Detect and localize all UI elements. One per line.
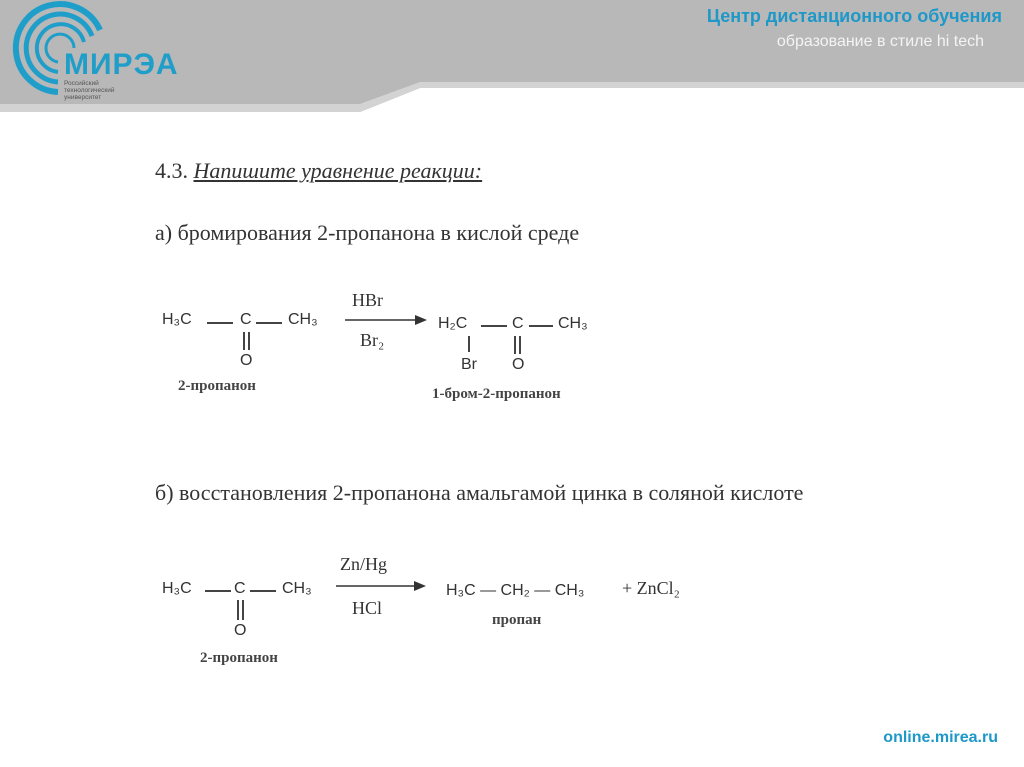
double-bond xyxy=(243,332,245,350)
reagent-b-above: Zn/Hg xyxy=(340,554,387,574)
task-title: Напишите уравнение реакции: xyxy=(193,158,483,183)
reactant-a-name: 2-пропанон xyxy=(178,378,256,394)
reagent-b-below: HCl xyxy=(352,598,383,618)
bond-line xyxy=(468,336,470,352)
footer-url[interactable]: online.mirea.ru xyxy=(883,729,998,746)
reactant-b-oxygen: O xyxy=(234,622,247,639)
product-b: H₃C — CH₂ — CH₃ xyxy=(446,582,585,599)
product-b-name: пропан xyxy=(492,612,542,628)
task-heading xyxy=(155,158,482,184)
double-bond xyxy=(248,332,250,350)
reagent-a-above: HBr xyxy=(352,290,383,310)
reactant-a-left: H₃C xyxy=(162,311,192,328)
product-a-left: H₂C xyxy=(438,315,468,332)
task-a-text: а) бромирования 2-пропанона в кислой среде xyxy=(155,220,580,245)
product-a-name: 1-бром-2-пропанон xyxy=(432,386,561,402)
product-a-bromine: Br xyxy=(461,356,477,373)
reaction-arrow-icon xyxy=(345,314,427,326)
bond-line xyxy=(529,325,553,327)
reaction-arrow-icon xyxy=(336,580,426,592)
double-bond xyxy=(237,600,239,620)
bond-line xyxy=(481,325,507,327)
double-bond xyxy=(514,336,516,354)
task-number: 4.3. xyxy=(155,158,188,183)
logo-wordmark: МИРЭА xyxy=(64,48,179,81)
reactant-a-right: CH₃ xyxy=(288,311,318,328)
header-title: Центр дистанционного обучения xyxy=(706,6,1002,26)
product-a-carbon: C xyxy=(512,315,524,332)
product-a-right: CH₃ xyxy=(558,315,588,332)
task-b-text: б) восстановления 2-пропанона амальгамой цинка в соляной кислоте xyxy=(155,480,804,505)
reagent-a-below: Br₂ xyxy=(360,330,385,350)
reactant-b-carbon: C xyxy=(234,580,246,597)
reactant-b-right: CH₃ xyxy=(282,580,312,597)
double-bond xyxy=(242,600,244,620)
reactant-b-name: 2-пропанон xyxy=(200,650,278,666)
reactant-b-left: H₃C xyxy=(162,580,192,597)
bond-line xyxy=(205,590,231,592)
bond-line xyxy=(250,590,276,592)
header xyxy=(0,0,1024,118)
double-bond xyxy=(519,336,521,354)
byproduct-b: + ZnCl₂ xyxy=(622,578,680,598)
slide-content xyxy=(0,118,1024,767)
product-a-oxygen: O xyxy=(512,356,525,373)
reactant-a-oxygen: O xyxy=(240,352,253,369)
reactant-a-carbon: C xyxy=(240,311,252,328)
bond-line xyxy=(256,322,282,324)
header-subtitle: образование в стиле hi tech xyxy=(776,33,984,50)
bond-line xyxy=(207,322,233,324)
logo-subtitle: Российский технологический университет xyxy=(64,80,115,101)
